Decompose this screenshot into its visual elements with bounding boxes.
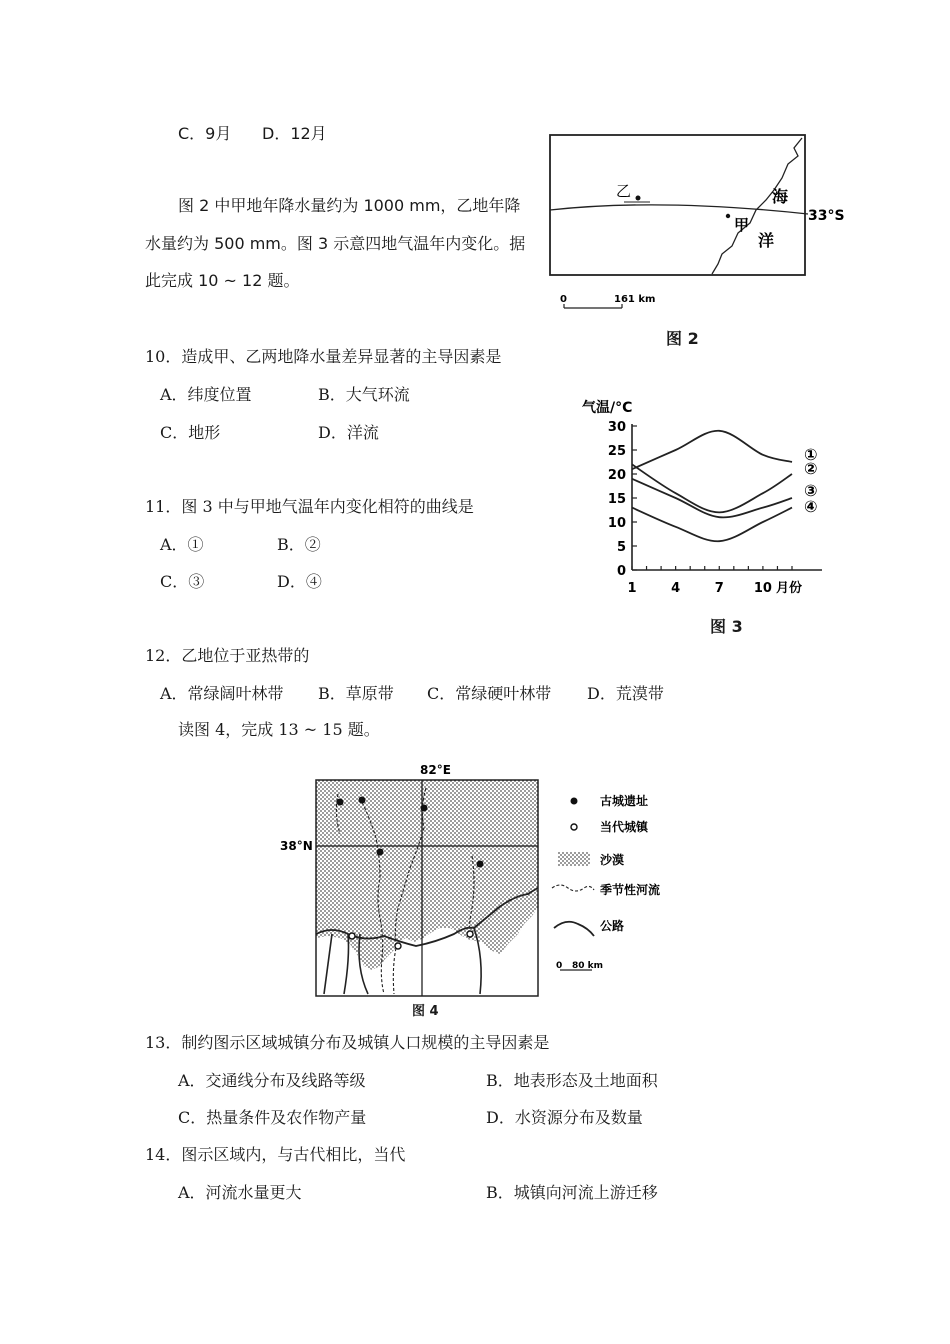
figure-3-chart <box>578 392 840 602</box>
q11-option-c: C．③ <box>160 572 205 591</box>
fig4-legend-desert: 沙漠 <box>600 853 625 867</box>
q14-stem: 14．图示区域内，与古代相比，当代 <box>145 1145 406 1164</box>
fig3-x-tick-label: 4 <box>671 581 681 596</box>
fig4-latitude-label: 38°N <box>280 839 313 853</box>
q9-option-c: C．9月 <box>178 124 232 143</box>
figure-4-caption: 图 4 <box>412 1004 439 1019</box>
q13-option-c: C．热量条件及农作物产量 <box>178 1108 367 1127</box>
q11-option-b: B．② <box>277 535 321 554</box>
fig4-legend-road-icon <box>554 922 594 936</box>
q14-option-b: B．城镇向河流上游迁移 <box>486 1183 658 1202</box>
fig3-curve-label-3: ③ <box>804 481 818 500</box>
fig3-curve-label-4: ④ <box>804 497 818 516</box>
fig4-modern-town <box>467 931 473 937</box>
fig3-ylabel: 气温/°C <box>582 400 633 416</box>
figure-3-caption: 图 3 <box>710 617 743 636</box>
fig4-road <box>344 934 349 994</box>
fig4-ancient-site <box>477 861 484 868</box>
fig3-curve-label-1: ① <box>804 445 818 464</box>
fig4-legend-modern: 当代城镇 <box>600 820 649 834</box>
fig2-label-yi: 乙 <box>616 182 632 200</box>
fig2-coastline <box>712 138 802 274</box>
fig3-series-line-1 <box>632 431 792 469</box>
fig2-latitude-label: 33°S <box>808 208 845 224</box>
fig4-legend-ancient: 古城遗址 <box>600 794 649 808</box>
fig2-scale-zero: 0 <box>560 294 567 305</box>
q10-option-c: C．地形 <box>160 423 221 442</box>
fig3-series-line-4 <box>632 508 792 542</box>
q10-option-b: B．大气环流 <box>318 385 410 404</box>
fig4-ancient-site <box>421 805 428 812</box>
fig4-scale-zero: 0 <box>556 961 563 971</box>
fig4-legend-river-icon <box>552 885 594 891</box>
fig3-y-tick-label: 0 <box>616 564 626 579</box>
q11-option-d: D．④ <box>277 572 322 591</box>
fig2-label-jia: 甲 <box>734 216 750 234</box>
fig4-ancient-site <box>359 797 366 804</box>
q13-option-b: B．地表形态及土地面积 <box>486 1071 658 1090</box>
figure-2-map <box>540 128 860 318</box>
fig4-legend-modern-icon <box>571 824 577 830</box>
fig2-scale-value: 161 km <box>614 294 656 305</box>
q12-option-d: D．荒漠带 <box>587 684 664 703</box>
fig3-y-tick-label: 10 <box>607 516 626 531</box>
fig4-legend-ancient-icon <box>571 798 578 805</box>
fig3-x-tick-label: 7 <box>714 581 724 596</box>
fig3-y-tick-label: 25 <box>607 444 626 459</box>
fig3-y-tick-label: 5 <box>616 540 626 555</box>
q10-stem: 10．造成甲、乙两地降水量差异显著的主导因素是 <box>145 347 502 366</box>
fig2-latitude-line <box>550 205 808 214</box>
fig3-xlabel: 月份 <box>776 581 803 596</box>
q10-option-a: A．纬度位置 <box>160 385 252 404</box>
fig4-ancient-site <box>337 799 344 806</box>
intro-2: 读图 4，完成 13 ~ 15 题。 <box>178 720 380 739</box>
fig3-y-tick-label: 20 <box>607 468 626 483</box>
fig4-longitude-label: 82°E <box>420 763 451 777</box>
fig4-legend-road: 公路 <box>600 919 625 933</box>
fig4-legend-desert-icon <box>558 852 590 866</box>
q13-stem: 13．制约图示区域城镇分布及城镇人口规模的主导因素是 <box>145 1033 550 1052</box>
q12-option-a: A．常绿阔叶林带 <box>160 684 284 703</box>
q13-option-a: A．交通线分布及线路等级 <box>178 1071 366 1090</box>
q12-stem: 12．乙地位于亚热带的 <box>145 646 310 665</box>
q9-option-d: D．12月 <box>262 124 327 143</box>
fig4-legend-river: 季节性河流 <box>600 883 661 897</box>
figure-4-map <box>276 758 676 1020</box>
fig3-y-tick-label: 15 <box>607 492 626 507</box>
fig2-point-yi <box>636 196 641 201</box>
fig4-scale-value: 80 km <box>572 961 604 971</box>
fig4-modern-town <box>349 933 355 939</box>
q11-option-a: A．① <box>160 535 204 554</box>
fig2-point-jia <box>726 214 730 218</box>
fig3-curve-label-2: ② <box>804 459 818 478</box>
figure-2-caption: 图 2 <box>666 329 699 348</box>
fig3-x-tick-label: 1 <box>627 581 637 596</box>
fig2-label-ocean: 洋 <box>758 231 775 250</box>
q13-option-d: D．水资源分布及数量 <box>486 1108 643 1127</box>
q12-option-c: C．常绿硬叶林带 <box>427 684 552 703</box>
fig4-modern-town <box>395 943 401 949</box>
fig2-label-sea: 海 <box>772 187 789 206</box>
fig4-road <box>324 934 332 994</box>
intro-line-1: 图 2 中甲地年降水量约为 1000 mm，乙地年降 <box>178 196 521 215</box>
intro-line-2: 水量约为 500 mm。图 3 示意四地气温年内变化。据 <box>145 234 526 253</box>
q10-option-d: D．洋流 <box>318 423 379 442</box>
q11-stem: 11．图 3 中与甲地气温年内变化相符的曲线是 <box>145 497 474 516</box>
q14-option-a: A．河流水量更大 <box>178 1183 302 1202</box>
fig3-x-tick-label: 10 <box>753 581 772 596</box>
fig3-y-tick-label: 30 <box>607 420 626 435</box>
fig4-ancient-site <box>377 849 384 856</box>
q12-option-b: B．草原带 <box>318 684 394 703</box>
intro-line-3: 此完成 10 ~ 12 题。 <box>145 271 300 290</box>
